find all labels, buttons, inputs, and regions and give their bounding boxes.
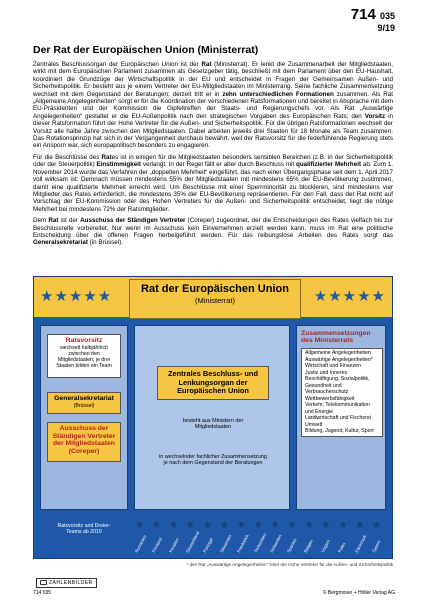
coreper-title: Ausschuss der Ständigen Vertreter der Mitgliedstaaten (Coreper): [52, 425, 116, 455]
zahlenbilder-logo: ZAHLENBILDER: [36, 578, 97, 588]
presidency-star-icon: ★: [151, 519, 162, 531]
diagram-title: Rat der Europäischen Union: [141, 283, 289, 295]
diagram-subtitle: (Ministerrat): [194, 296, 235, 305]
center-panel: [134, 325, 290, 510]
presidency-star-icon: ★: [168, 519, 179, 531]
country-label: Ungarn: [320, 538, 332, 554]
presidency-star-icon: ★: [253, 519, 263, 531]
country-label: Dänemark: [354, 533, 368, 554]
ratsvorsitz-box: [47, 334, 121, 378]
country-label: Kroatien: [167, 537, 180, 554]
country-label: Finnland: [150, 536, 163, 554]
compositions-title: Zusammensetzungen des Ministerrats: [301, 330, 371, 344]
left-panel: [40, 325, 128, 510]
footer-copyright: © Bergmoser + Höller Verlag AG: [322, 590, 395, 596]
ratsvorsitz-title: Ratsvorsitz: [65, 337, 103, 344]
ratsvorsitz-text: wechselt halbjährlich zwischen den Mitgliedstaaten; je drei Staaten bilden ein Team: [56, 344, 112, 370]
center-text-members: besteht aus Ministern der Mitgliedstaaten: [182, 418, 244, 431]
country-label: Tschechien: [252, 532, 267, 554]
composition-item: Justiz und Inneres: [305, 369, 348, 376]
eu-stars-right-icon: ★★★★★: [313, 288, 386, 305]
presidency-star-icon: ★: [185, 519, 196, 531]
page-title: Der Rat der Europäischen Union (Ministerrat): [33, 44, 259, 56]
footer-number: 714 035: [33, 590, 52, 596]
presidency-star-icon: ★: [135, 519, 145, 531]
composition-item: Bildung, Jugend, Kultur, Sport: [305, 428, 374, 434]
presidency-star-icon: ★: [287, 519, 297, 531]
generalsekretariat-title: Generalsekretariat: [54, 395, 114, 402]
generalsekretariat-box: [47, 392, 121, 414]
rotation-flags: [132, 517, 386, 555]
country-label: Belgien: [303, 538, 315, 554]
country-label: Rumänien: [134, 534, 148, 554]
presidency-star-icon: ★: [219, 519, 230, 531]
sheet-date: 9/19: [377, 23, 395, 33]
presidency-star-icon: ★: [202, 519, 213, 531]
paragraph-2: Für die Beschlüsse des Rates ist in einigen für die Mitgliedstaaten besonders sensiblen Bereichen (z.B. in der Sicherheitspolitik oder der Steuerpolitik) Einstimmigkeit verlangt. In der Regel fällt er aber durch Beschluss mit qualifizierter Mehrheit ab. Zum 1. November 2014 wurde das Verfahren der „doppelten Mehrheit“ eingeführt, das nach einer Übergangsphase seit dem 1. April 2017 voll wirksam ist: Demnach müssen mindestens 55% der Mitgliedstaaten mit mindestens 65% der EU-Bevölkerung zustimmen, damit eine qualifizierte Mehrheit erreicht wird. Um Beschlüsse mit einer Sperrminorität zu blockieren, sind mindestens vier Mitglieder des Rates erforderlich, die mindestens 35% der EU-Bevölkerung repräsentieren. Für den Fall, dass der Rat nicht auf Vorschlag der EU-Kommission oder des Hohen Vertreters für die Außen- und Sicherheitspolitik entscheidet, liegt die nötige Mehrheit bei mindestens 72% der Ratsmitglieder.: [33, 153, 393, 213]
center-title: Zentrales Beschluss- und Lenkungsorgan der Europäischen Union: [157, 366, 269, 400]
diagram-title-box: [129, 279, 301, 319]
composition-item: Allgemeine Angelegenheiten: [305, 350, 371, 356]
eu-stars-left-icon: ★★★★★: [40, 288, 113, 305]
composition-item: Verkehr, Telekommunikation und Energie: [305, 402, 370, 415]
composition-item: Beschäftigung, Sozialpolitik, Gesundheit und Verbraucherschutz: [305, 376, 370, 395]
composition-item: Landwirtschaft und Fischerei: [305, 415, 372, 421]
country-label: Deutschland: [184, 530, 201, 554]
presidency-star-icon: ★: [338, 519, 348, 531]
body-text: [33, 61, 393, 251]
presidency-star-icon: ★: [355, 519, 365, 531]
composition-item: Wettbewerbsfähigkeit: [305, 395, 355, 402]
presidency-star-icon: ★: [304, 519, 314, 531]
composition-item: Wirtschaft und Finanzen: [305, 363, 361, 369]
council-diagram: [33, 276, 393, 559]
country-label: Zypern: [371, 539, 382, 554]
footnote-text: * den Rat „Auswärtige Angelegenheiten“ leitet der Hohe Vertreter für die Außen- und Sicherheitspolitik: [186, 562, 393, 567]
country-label: Spanien: [286, 537, 299, 554]
country-label: Slowenien: [218, 533, 233, 554]
center-text-composition: in wechselnder fachlicher Zusammensetzung je nach dem Gegenstand der Beratungen: [159, 454, 267, 467]
rotation-label: Ratsvorsitz und Dreier-Teams ab 2019: [57, 523, 111, 536]
presidency-star-icon: ★: [236, 519, 247, 531]
right-panel: [296, 325, 386, 510]
country-label: Frankreich: [235, 533, 250, 554]
coreper-box: [47, 422, 121, 462]
country-label: Schweden: [269, 533, 284, 554]
presidency-star-icon: ★: [270, 519, 280, 531]
presidency-star-icon: ★: [372, 519, 382, 531]
paragraph-3: Dem Rat ist der Ausschuss der Ständigen Vertreter (Coreper) zugeordnet, der die Entscheidungen des Rates vielfach bis zur Beschlussreife vorbereitet. Nur wenn im Ausschuss kein Einvernehmen erzielt werden kann, muss im Rat eine politische Entscheidung über die offenen Fragen herbeigeführt werden. Für das reibungslose Arbeiten des Rates sorgt das Generalsekretariat (in Brüssel).: [33, 217, 394, 247]
country-label: Polen: [337, 541, 347, 554]
presidency-star-icon: ★: [321, 519, 331, 531]
composition-item: Umwelt: [305, 421, 323, 428]
composition-item: Auswärtige Angelegenheiten*: [305, 356, 373, 363]
paragraph-1: Zentrales Beschlussorgan der Europäischen Union ist der Rat (Ministerrat). Er lenkt die Zusammenarbeit der Mitgliedstaaten, wirkt mit dem Europäischen Parlament zusammen als Gesetzgeber tätig, beschließt mit dem Parlament über den EU-Haushalt, koordiniert die Grundzüge der Wirtschaftspolitik in der EU und entscheidet in Fragen der Gemeinsamen Außen- und Sicherheitspolitik. Er besteht aus je einem Vertreter der EU-Mitgliedstaaten im Ministerrang. Seine fachliche Zusammensetzung wechselt mit dem Gegenstand der Beratungen; derzeit tritt er in zehn unterschiedlichen Formationen zusammen. Als Rat „Allgemeine Angelegenheiten“ sorgt er für die Koordination der verschiedenen Ratsformationen und bereitet in Absprache mit dem EU-Präsidenten und der Kommission die Gipfeltreffen der Staats- und Regierungschefs vor. Als Rat „Auswärtige Angelegenheiten“ gestaltet er die EU-Außenpolitik nach den strategischen Vorgaben des Europäischen Rats; den Vorsitz in dieser Ratsformation führt der Hohe Vertreter für die Außen- und Sicherheitspolitik. Für die übrigen Ratsformationen wechselt der Vorsitz alle halbe Jahre zwischen den Mitgliedstaaten. Dabei arbeiten jeweils drei Staaten für 18 Monate als Team zusammen. Das Rotationsprinzip hat sich in der Vergangenheit durchaus bewährt, weil der Ratsvorsitz für die federführende Regierung stets ein Ansporn war, sich europapolitisch besonders zu engagieren.: [33, 61, 393, 150]
compositions-list: [301, 348, 383, 437]
camera-icon: [40, 580, 47, 585]
country-label: Portugal: [201, 537, 214, 554]
sheet-number: 714 035: [350, 6, 395, 23]
generalsekretariat-sub: (Brüssel): [73, 402, 95, 409]
